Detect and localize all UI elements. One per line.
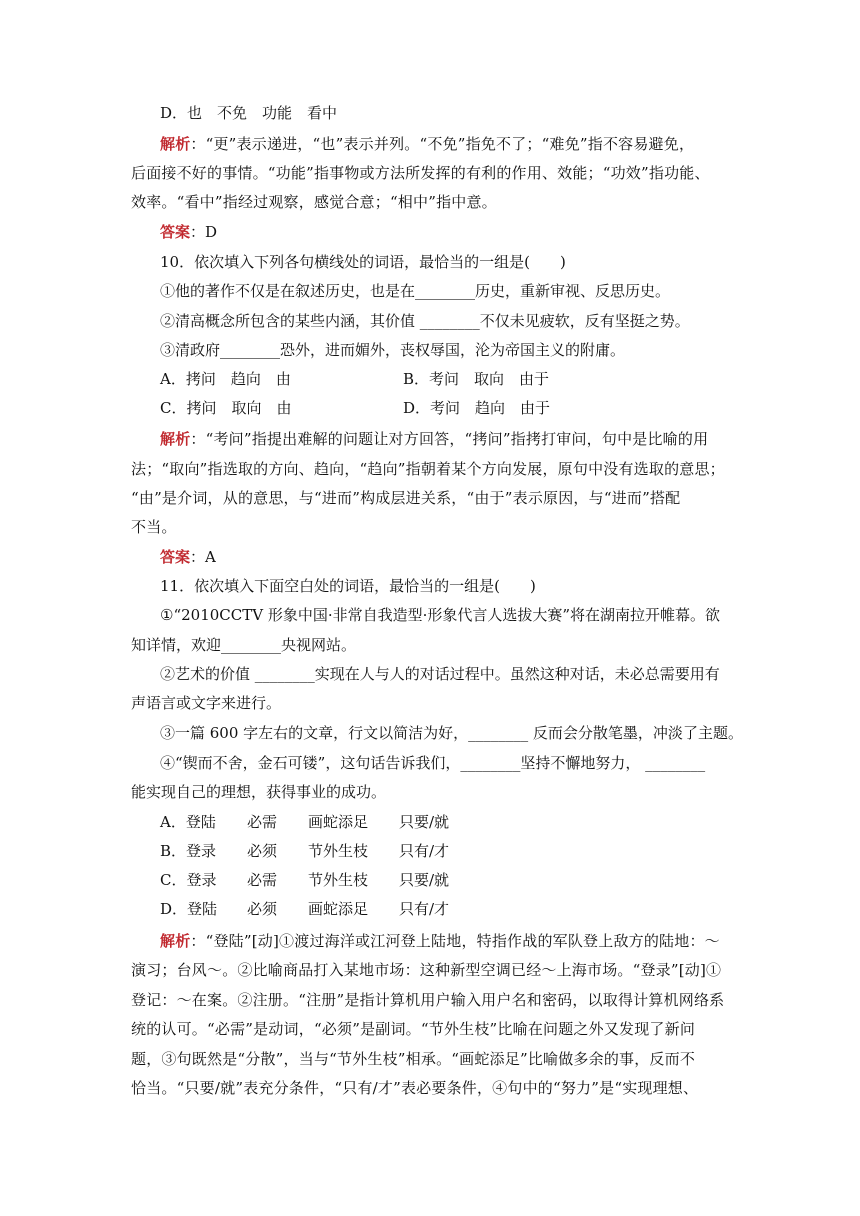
q11-option-a-letter: A．登陆 xyxy=(160,813,216,831)
q9-answer: 答案：D xyxy=(160,223,218,241)
q11-option-a-c3: 画蛇添足 xyxy=(308,813,369,831)
q11-sentence-1a: ①“2010CCTV 形象中国·非常自我造型·形象代言人选拔大赛”将在湖南拉开帷幕。欲 xyxy=(160,606,721,624)
answer-label: 答案 xyxy=(160,548,191,566)
answer-label: 答案 xyxy=(160,223,191,241)
q11-option-d-c4: 只有/才 xyxy=(399,900,450,918)
q10-option-c: C．拷问 取向 由 xyxy=(160,399,292,417)
q10-analysis-line-3: “由”是介词，从的意思，与“进而”构成层进关系，“由于”表示原因，与“进而”搭配 xyxy=(131,489,681,507)
q11-option-d-letter: D．登陆 xyxy=(160,900,218,918)
q11-option-b-c3: 节外生枝 xyxy=(308,842,369,860)
q11-option-d-c3: 画蛇添足 xyxy=(308,900,369,918)
q11-option-b-c4: 只有/才 xyxy=(399,842,450,860)
q10-analysis-line-1: 解析：“考问”指提出难解的问题让对方回答，“拷问”指拷打审问，句中是比喻的用 xyxy=(160,430,709,448)
q11-option-b-c2: 必须 xyxy=(247,842,278,860)
q11-option-c-c4: 只要/就 xyxy=(399,871,450,889)
q11-analysis-line-2: 演习；台风～。②比喻商品打入某地市场：这种新型空调已经～上海市场。“登录”[动]① xyxy=(131,961,722,979)
q9-option-d: D．也 不免 功能 看中 xyxy=(160,104,338,122)
q9-analysis-line-2: 后面接不好的事情。“功能”指事物或方法所发挥的有利的作用、效能；“功效”指功能、 xyxy=(131,164,710,182)
q11-option-c-letter: C．登录 xyxy=(160,871,217,889)
q10-sentence-1: ①他的著作不仅是在叙述历史，也是在________历史，重新审视、反思历史。 xyxy=(160,282,671,300)
q11-analysis-line-5: 题，③句既然是“分散”，当与“节外生枝”相承。“画蛇添足”比喻做多余的事，反而不 xyxy=(131,1050,696,1068)
analysis-label: 解析 xyxy=(160,932,191,950)
q9-analysis-line-1: 解析：“更”表示递进，“也”表示并列。“不免”指免不了；“难免”指不容易避免， xyxy=(160,135,695,153)
q11-option-c-c2: 必需 xyxy=(247,871,278,889)
q11-analysis-line-4: 统的认可。“必需”是动词，“必须”是副词。“节外生枝”比喻在问题之外又发现了新问 xyxy=(131,1020,696,1038)
q11-analysis-line-3: 登记：～在案。②注册。“注册”是指计算机用户输入用户名和密码，以取得计算机网络系 xyxy=(131,991,725,1009)
q10-stem: 10．依次填入下列各句横线处的词语，最恰当的一组是( ) xyxy=(160,253,566,271)
q11-sentence-2a: ②艺术的价值 ________实现在人与人的对话过程中。虽然这种对话，未必总需要用有 xyxy=(160,665,720,683)
q10-answer: 答案：A xyxy=(160,548,216,566)
q11-sentence-3: ③一篇 600 字左右的文章，行文以简洁为好，________ 反而会分散笔墨，冲淡了主题。 xyxy=(160,724,743,742)
q9-analysis-line-3: 效率。“看中”指经过观察，感觉合意；“相中”指中意。 xyxy=(131,193,497,211)
q11-option-c-c3: 节外生枝 xyxy=(308,871,369,889)
q11-sentence-4a: ④“锲而不舍，金石可镂”，这句话告诉我们，________坚持不懈地努力， ________ xyxy=(160,754,706,772)
q10-option-d: D．考问 趋向 由于 xyxy=(403,399,551,417)
q11-option-d-c2: 必须 xyxy=(247,900,278,918)
q11-stem: 11．依次填入下面空白处的词语，最恰当的一组是( ) xyxy=(160,577,536,595)
q10-analysis-line-4: 不当。 xyxy=(131,518,177,536)
analysis-label: 解析 xyxy=(160,135,191,153)
q10-option-a: A．拷问 趋向 由 xyxy=(160,370,291,388)
q10-sentence-2: ②清高概念所包含的某些内涵，其价值 ________不仅未见疲软，反有坚挺之势。 xyxy=(160,312,690,330)
q11-option-a-c4: 只要/就 xyxy=(399,813,450,831)
q11-analysis-line-6: 恰当。“只要/就”表充分条件，“只有/才”表必要条件，④句中的“努力”是“实现理想、 xyxy=(131,1079,699,1097)
analysis-label: 解析 xyxy=(160,430,191,448)
q11-sentence-1b: 知详情，欢迎________央视网站。 xyxy=(131,636,357,654)
q11-analysis-line-1: 解析：“登陆”[动]①渡过海洋或江河登上陆地，特指作战的军队登上敌方的陆地：～ xyxy=(160,932,720,950)
q10-analysis-line-2: 法；“取向”指选取的方向、趋向，“趋向”指朝着某个方向发展，原句中没有选取的意思； xyxy=(131,460,725,478)
q11-sentence-2b: 声语言或文字来进行。 xyxy=(131,694,282,712)
q10-sentence-3: ③清政府________恐外，进而媚外，丧权辱国，沦为帝国主义的附庸。 xyxy=(160,341,626,359)
q11-option-b-letter: B．登录 xyxy=(160,842,217,860)
q11-sentence-4b: 能实现自己的理想，获得事业的成功。 xyxy=(131,783,387,801)
q11-option-a-c2: 必需 xyxy=(247,813,278,831)
q10-option-b: B．考问 取向 由于 xyxy=(403,370,550,388)
